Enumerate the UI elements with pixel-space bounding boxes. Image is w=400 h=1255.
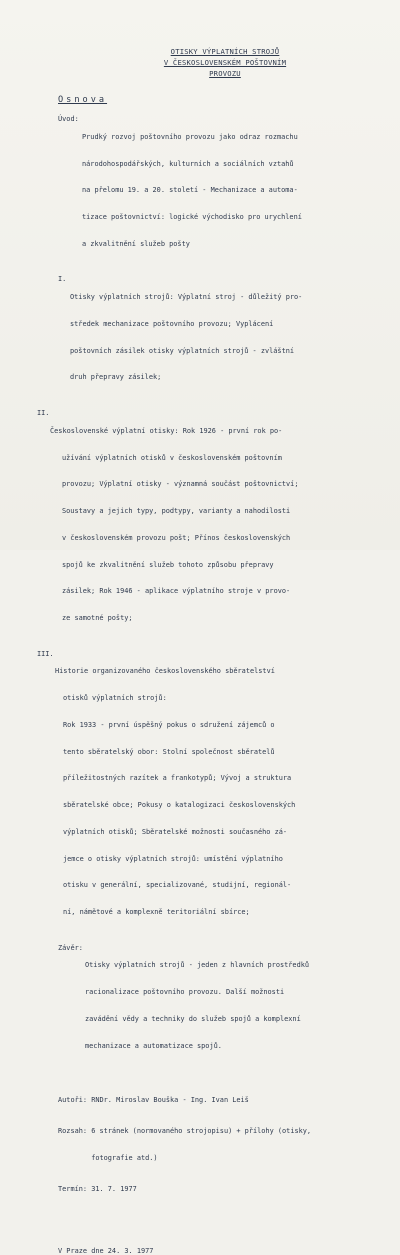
title-line-3: PROVOZU	[209, 69, 241, 78]
section-label: Úvod:	[58, 115, 79, 123]
section-label: I.	[58, 275, 67, 284]
rozsah-line-1: Rozsah: 6 stránek (normovaného strojopisu) + přílohy (otisky,	[58, 1126, 312, 1135]
section-body	[37, 409, 378, 641]
text-line: provozu; Výplatní otisky - významná součást poštovnictví;	[62, 480, 299, 489]
text-line: středek mechanizace poštovního provozu; Vyplácení	[70, 319, 274, 328]
text-line: Historie organizovaného československého sběratelství	[55, 667, 275, 676]
text-line: otisku v generální, specializované, studijní, regionál-	[63, 881, 292, 890]
section-label: III.	[37, 649, 54, 658]
text-line: ze samotné pošty;	[62, 613, 133, 622]
text-line: Otisky výplatních strojů - jeden z hlavních prostředků	[85, 961, 310, 970]
text-line: jemce o otisky výplatních strojů: umístění výplatního	[63, 854, 283, 863]
title-line-2: V ČESKOSLOVENSKÉM POŠTOVNÍM	[163, 58, 287, 67]
text-line: ní, námětové a komplexně teritoriální sbírce;	[63, 907, 250, 916]
text-line: na přelomu 19. a 20. století - Mechanizace a automa-	[82, 186, 298, 195]
title-line-1: OTISKY VÝPLATNÍCH STROJŮ	[170, 47, 280, 56]
text-line: mechanizace a automatizace spojů.	[85, 1041, 222, 1050]
section-body	[37, 650, 378, 935]
text-line: užívání výplatních otisků v československém poštovním	[62, 453, 282, 462]
text-line: poštovních zásilek otisky výplatních strojů - zvláštní	[70, 346, 295, 355]
section-body	[58, 944, 378, 1069]
place-date-line: V Praze dne 24. 3. 1977	[58, 1247, 154, 1255]
section-uvod	[58, 115, 378, 266]
document-meta	[58, 1078, 378, 1212]
section-iii	[37, 650, 378, 935]
text-line: otisků výplatních strojů:	[63, 694, 167, 703]
text-line: sběratelské obce; Pokusy o katalogizaci československých	[63, 801, 296, 810]
section-ii	[37, 409, 378, 641]
text-line: a zkvalitnění služeb pošty	[82, 239, 190, 248]
rozsah-line-2: fotografie atd.)	[58, 1153, 158, 1162]
termin-line: Termín: 31. 7. 1977	[58, 1185, 137, 1194]
text-line: Soustavy a jejich typy, podtypy, varianty a nahodilosti	[62, 507, 291, 516]
text-line: tizace poštovnictví: logické východisko pro urychlení	[82, 212, 302, 221]
outline-heading: Osnova	[58, 95, 108, 105]
section-body	[58, 115, 378, 266]
text-line: příležitostných razítek a frankotypů; Vývoj a struktura	[63, 774, 292, 783]
text-line: Otisky výplatních strojů: Výplatní stroj - důležitý pro-	[70, 293, 303, 302]
text-line: Prudký rozvoj poštovního provozu jako odraz rozmachu	[82, 132, 298, 141]
text-line: v československém provozu pošt; Přínos československých	[62, 533, 291, 542]
text-line: tento sběratelský obor: Stolní společnost sběratelů	[63, 747, 275, 756]
text-line: racionalizace poštovního provozu. Další možnosti	[85, 988, 285, 997]
section-body	[58, 275, 378, 400]
text-line: druh přepravy zásilek;	[70, 373, 162, 382]
text-line: Československé výplatní otisky: Rok 1926 - první rok po-	[50, 426, 283, 435]
document-title	[72, 46, 378, 79]
text-line: národohospodářských, kulturních a sociálních vztahů	[82, 159, 294, 168]
text-line: zavádění vědy a techniky do služeb spojů a komplexní	[85, 1014, 301, 1023]
text-line: zásilek; Rok 1946 - aplikace výplatního stroje v provo-	[62, 587, 291, 596]
section-zaver	[58, 944, 378, 1069]
section-i	[58, 275, 378, 400]
text-line: výplatních otisků; Sběratelské možnosti současného zá-	[63, 827, 288, 836]
text-line: Rok 1933 - první úspěšný pokus o sdružení zájemců o	[63, 720, 275, 729]
authors-line: Autoři: RNDr. Miroslav Bouška - Ing. Ivan Leiš	[58, 1096, 249, 1105]
section-label: Závěr:	[58, 943, 83, 952]
text-line: spojů ke zkvalitnění služeb tohoto způsobu přepravy	[62, 560, 274, 569]
section-label: II.	[37, 409, 50, 418]
